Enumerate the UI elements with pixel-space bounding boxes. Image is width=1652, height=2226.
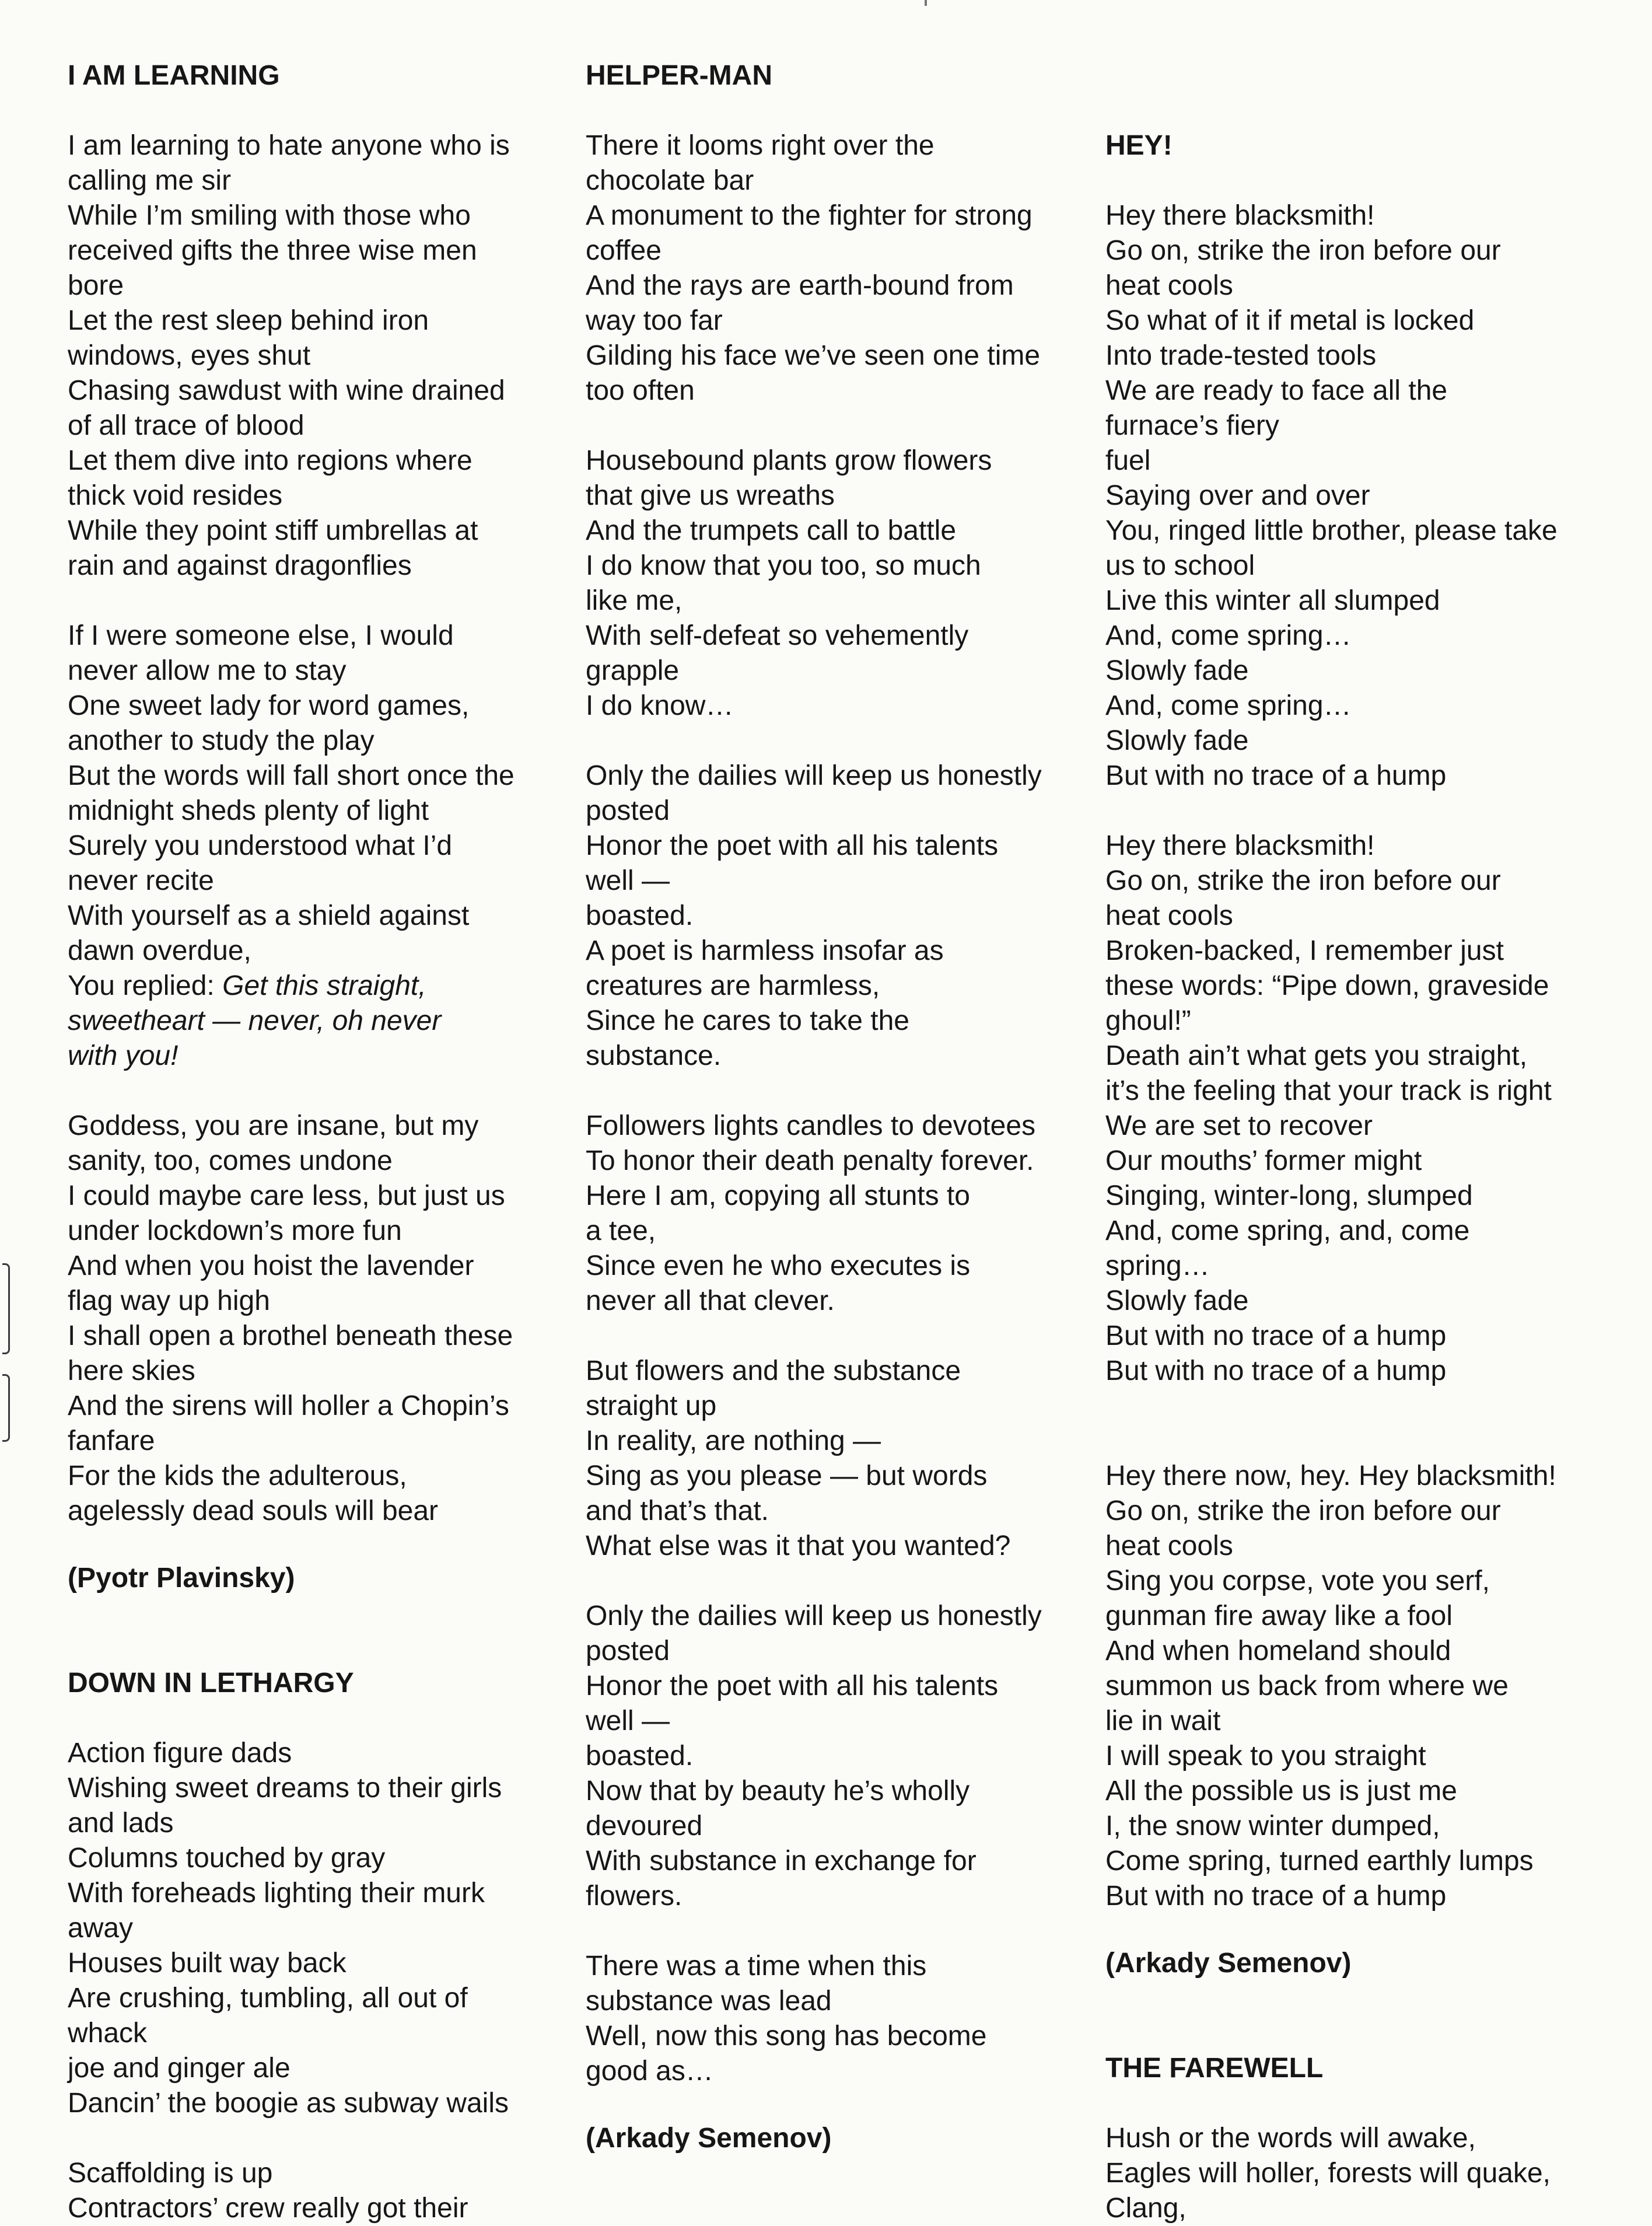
poem-line: these words: “Pipe down, graveside (1105, 970, 1549, 1001)
poem-line: Death ain’t what gets you straight, (1105, 1040, 1528, 1071)
poem-line: received gifts the three wise men (68, 235, 477, 266)
poem-line: And the trumpets call to battle (586, 515, 957, 546)
poem-line: calling me sir (68, 165, 232, 196)
poem-line: Columns touched by gray (68, 1843, 386, 1874)
poem-line: Live this winter all slumped (1105, 585, 1440, 616)
poem-line: Only the dailies will keep us honestly (586, 1601, 1042, 1631)
poem-line: Since even he who executes is (586, 1250, 971, 1281)
poem-line: rain and against dragonflies (68, 550, 412, 581)
poem-line: agelessly dead souls will bear (68, 1495, 439, 1526)
poem-line: windows, eyes shut (68, 340, 311, 371)
poem-stanza (586, 1949, 986, 2089)
poem-line: heat cools (1105, 1530, 1233, 1561)
poem-line: But flowers and the substance (586, 1355, 961, 1386)
poem-line: We are ready to face all the (1105, 375, 1448, 406)
poem-stanza (586, 128, 1040, 408)
poem-line: joe and ginger ale (68, 2053, 290, 2084)
poem-line: But with no trace of a hump (1105, 1355, 1447, 1386)
poem-line: Since he cares to take the (586, 1005, 909, 1036)
poem-line: Gilding his face we’ve seen one time (586, 340, 1041, 371)
poem-line: And when you hoist the lavender (68, 1250, 474, 1281)
poem-line: Let them dive into regions where (68, 445, 473, 476)
poem-line: There it looms right over the (586, 130, 935, 161)
poem-title: HELPER-MAN (586, 60, 772, 91)
poem-line: To honor their death penalty forever. (586, 1145, 1034, 1176)
poem-line: Let the rest sleep behind iron (68, 305, 429, 336)
binding-clip-mark (2, 1374, 10, 1442)
poem-line: I, the snow winter dumped, (1105, 1811, 1440, 1841)
poem-line: Action figure dads (68, 1738, 292, 1769)
poem-line: sweetheart — never, oh never (68, 1005, 442, 1036)
poem-line: and lads (68, 1808, 174, 1839)
poem-line: here skies (68, 1355, 195, 1386)
poem-line: With foreheads lighting their murk (68, 1878, 485, 1909)
poem-line: Now that by beauty he’s wholly (586, 1776, 970, 1806)
poem-line: Followers lights candles to devotees (586, 1110, 1036, 1141)
poem-line: With substance in exchange for (586, 1846, 977, 1876)
poem-line: that give us wreaths (586, 480, 835, 511)
poem-line: I will speak to you straight (1105, 1741, 1426, 1771)
poem-line: gunman fire away like a fool (1105, 1601, 1452, 1631)
poem-line: But with no trace of a hump (1105, 1320, 1447, 1351)
poem-line: Broken-backed, I remember just (1105, 935, 1504, 966)
poem-line: chocolate bar (586, 165, 754, 196)
poem-stanza (68, 1109, 513, 1529)
poem-line: sanity, too, comes undone (68, 1145, 393, 1176)
poem-line: And when homeland should (1105, 1636, 1451, 1666)
poem-line: Go on, strike the iron before our (1105, 1495, 1501, 1526)
poem-line: with you! (68, 1040, 178, 1071)
poem-line: Dancin’ the boogie as subway wails (68, 2088, 509, 2119)
poem-line: Are crushing, tumbling, all out of (68, 1983, 468, 2014)
poem-line: I shall open a brothel beneath these (68, 1320, 513, 1351)
poem-line: Go on, strike the iron before our (1105, 865, 1501, 896)
poem-line: But with no trace of a hump (1105, 1881, 1447, 1912)
poem-line: spring… (1105, 1250, 1210, 1281)
poem-line: One sweet lady for word games, (68, 690, 470, 721)
poem-line: I do know… (586, 690, 734, 721)
poem-line (68, 969, 514, 1004)
poem-line: substance was lead (586, 1986, 832, 2017)
poem-stanza (1105, 198, 1558, 794)
poem-line: We are set to recover (1105, 1110, 1373, 1141)
poem-stanza (68, 618, 514, 1074)
poem-line: Slowly fade (1105, 655, 1249, 686)
poem-title: I AM LEARNING (68, 60, 280, 91)
poem-line: Eagles will holler, forests will quake, (1105, 2158, 1551, 2189)
poem-line: With yourself as a shield against (68, 900, 470, 931)
poem-line: Honor the poet with all his talents (586, 1671, 999, 1701)
poem-line: Hush or the words will awake, (1105, 2123, 1476, 2154)
poem-line: Chasing sawdust with wine drained (68, 375, 505, 406)
poem-author: (Pyotr Plavinsky) (68, 1563, 295, 1594)
poem-line: Hey there blacksmith! (1105, 830, 1375, 861)
poem-line: If I were someone else, I would (68, 620, 454, 651)
poem-line: Scaffolding is up (68, 2158, 273, 2189)
poem-line: boasted. (586, 900, 694, 931)
poem-line: Singing, winter-long, slumped (1105, 1180, 1473, 1211)
poem-line: and that’s that. (586, 1495, 769, 1526)
poem-stanza (586, 1354, 1010, 1564)
poem-line: Our mouths’ former might (1105, 1145, 1422, 1176)
poem-line: So what of it if metal is locked (1105, 305, 1475, 336)
poem-line: us to school (1105, 550, 1255, 581)
poem-line: But the words will fall short once the (68, 760, 514, 791)
poem-title: HEY! (1105, 130, 1172, 161)
poem-stanza (68, 128, 510, 583)
poem-line: substance. (586, 1040, 722, 1071)
poem-line: Saying over and over (1105, 480, 1370, 511)
poem-author: (Arkady Semenov) (586, 2123, 832, 2154)
poem-line: way too far (586, 305, 723, 336)
poem-line: like me, (586, 585, 682, 616)
poem-line: devoured (586, 1811, 703, 1841)
poem-line: heat cools (1105, 900, 1233, 931)
poem-stanza (1105, 1459, 1556, 1914)
poem-line: A poet is harmless insofar as (586, 935, 944, 966)
poem-line: never recite (68, 865, 214, 896)
poem-line: boasted. (586, 1741, 694, 1771)
poem-line: Sing you corpse, vote you serf, (1105, 1565, 1490, 1596)
poem-line: And, come spring… (1105, 690, 1352, 721)
poem-line: But with no trace of a hump (1105, 760, 1447, 791)
binding-clip-mark (2, 1263, 10, 1354)
poem-author: (Arkady Semenov) (1105, 1948, 1352, 1979)
poem-line: ghoul!” (1105, 1005, 1191, 1036)
poem-line: never all that clever. (586, 1285, 835, 1316)
poem-line: Sing as you please — but words (586, 1460, 988, 1491)
poem-line: fuel (1105, 445, 1151, 476)
poem-line: heat cools (1105, 270, 1233, 301)
poem-line: whack (68, 2018, 148, 2049)
poem-line: Hey there blacksmith! (1105, 200, 1375, 231)
poem-line: I do know that you too, so much (586, 550, 981, 581)
poem-line: Come spring, turned earthly lumps (1105, 1846, 1534, 1876)
poem-line: A monument to the fighter for strong (586, 200, 1032, 231)
poem-line: flowers. (586, 1881, 682, 1912)
poem-line: All the possible us is just me (1105, 1776, 1457, 1806)
poem-line: Housebound plants grow flowers (586, 445, 992, 476)
poem-line: I am learning to hate anyone who is (68, 130, 510, 161)
poem-line: midnight sheds plenty of light (68, 795, 429, 826)
poem-line: I could maybe care less, but just us (68, 1180, 505, 1211)
poem-line: Honor the poet with all his talents (586, 830, 999, 861)
poem-stanza (1105, 829, 1552, 1389)
poem-line: Only the dailies will keep us honestly (586, 760, 1042, 791)
poem-stanza (586, 759, 1042, 1074)
poem-line-text: You replied: (68, 970, 223, 1001)
poem-line: There was a time when this (586, 1951, 927, 1982)
poem-line: another to study the play (68, 725, 374, 756)
poem-line: Here I am, copying all stunts to (586, 1180, 970, 1211)
poem-line: And, come spring… (1105, 620, 1352, 651)
poem-line: bore (68, 270, 124, 301)
poem-stanza (68, 2156, 468, 2226)
page-top-mark (925, 0, 927, 6)
poem-line: fanfare (68, 1425, 155, 1456)
poem-line: Hey there now, hey. Hey blacksmith! (1105, 1460, 1556, 1491)
poem-line-italic-text: Get this straight, (222, 970, 426, 1001)
poem-line: With self-defeat so vehemently (586, 620, 969, 651)
poem-line: And the sirens will holler a Chopin’s (68, 1390, 509, 1421)
poem-line: grapple (586, 655, 680, 686)
poem-line: never allow me to stay (68, 655, 346, 686)
poem-stanza (586, 1599, 1042, 1914)
poem-line: well — (586, 1706, 670, 1736)
poem-stanza (586, 443, 992, 724)
poem-line: good as… (586, 2056, 713, 2087)
poem-line: flag way up high (68, 1285, 270, 1316)
poem-stanza (1105, 2121, 1550, 2226)
poem-line: And, come spring, and, come (1105, 1215, 1470, 1246)
poem-line: What else was it that you wanted? (586, 1530, 1011, 1561)
poem-line: While I’m smiling with those who (68, 200, 471, 231)
poem-line: Contractors’ crew really got their (68, 2193, 468, 2224)
poem-stanza (68, 1736, 509, 2121)
poem-line: it’s the feeling that your track is right (1105, 1075, 1552, 1106)
poem-line: Wishing sweet dreams to their girls (68, 1773, 502, 1804)
poem-line: Goddess, you are insane, but my (68, 1110, 479, 1141)
poem-line: a tee, (586, 1215, 656, 1246)
poem-line: away (68, 1913, 134, 1944)
poem-line: Slowly fade (1105, 725, 1249, 756)
poem-line: While they point stiff umbrellas at (68, 515, 478, 546)
poem-line: furnace’s fiery (1105, 410, 1279, 441)
poem-line: For the kids the adulterous, (68, 1460, 407, 1491)
poem-line: And the rays are earth-bound from (586, 270, 1014, 301)
poem-line: Slowly fade (1105, 1285, 1249, 1316)
poem-line: lie in wait (1105, 1706, 1221, 1736)
poem-line: In reality, are nothing — (586, 1425, 881, 1456)
poem-line: Into trade-tested tools (1105, 340, 1377, 371)
poem-title: DOWN IN LETHARGY (68, 1668, 354, 1699)
poem-line: summon us back from where we (1105, 1671, 1508, 1701)
poem-line: under lockdown’s more fun (68, 1215, 402, 1246)
poem-title: THE FAREWELL (1105, 2053, 1324, 2084)
poem-line: too often (586, 375, 695, 406)
poem-stanza (586, 1109, 1035, 1319)
poem-line: creatures are harmless, (586, 970, 880, 1001)
poem-line: You, ringed little brother, please take (1105, 515, 1558, 546)
poem-line: of all trace of blood (68, 410, 304, 441)
poem-line: posted (586, 795, 670, 826)
poem-line: Well, now this song has become (586, 2021, 987, 2052)
poem-line: dawn overdue, (68, 935, 251, 966)
poem-line: Houses built way back (68, 1948, 346, 1979)
poem-line: straight up (586, 1390, 717, 1421)
poem-line: well — (586, 865, 670, 896)
poem-line: Surely you understood what I’d (68, 830, 453, 861)
poem-line: Go on, strike the iron before our (1105, 235, 1501, 266)
poem-line: coffee (586, 235, 662, 266)
poem-line: Clang, (1105, 2193, 1186, 2224)
poem-line: posted (586, 1636, 670, 1666)
poem-line: thick void resides (68, 480, 283, 511)
